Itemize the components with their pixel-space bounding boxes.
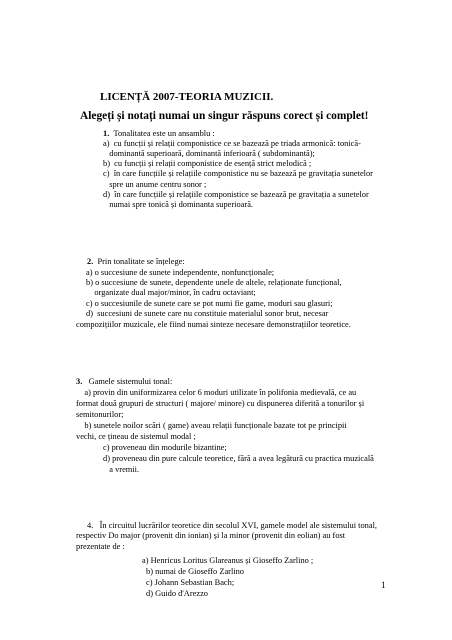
option-line: b) sunetele noilor scări ( game) aveau relații funcționale bazate tot pe principii bbox=[76, 421, 347, 430]
question-4-stem bbox=[87, 521, 377, 531]
option-line: format două grupuri de structuri ( majore/ minore) cu dispunerea diferită a tonurilor și bbox=[76, 399, 365, 408]
question-text-line: respectiv Do major (provenit din ionian) și la minor (provenit din eolian) au fost bbox=[76, 531, 346, 540]
page-title: LICENȚĂ 2007-TEORIA MUZICII. bbox=[100, 91, 274, 103]
option-line: spre un anume centru sonor ; bbox=[103, 180, 207, 189]
question-1-stem bbox=[103, 129, 215, 139]
question-2-stem bbox=[87, 257, 185, 267]
question-text: Prin tonalitate se înțelege: bbox=[97, 257, 185, 266]
question-3-stem bbox=[76, 377, 172, 387]
option-line: c) în care funcțiile și relațiile componistice nu se bazează pe gravitația sunetelor bbox=[103, 169, 373, 178]
option-line: vechi, ce țineau de sistemul modal ; bbox=[76, 432, 196, 441]
question-number: 4. bbox=[87, 521, 94, 530]
question-text-line: prezentate de : bbox=[76, 542, 125, 551]
option-line: d) în care funcțiile și relațiile componistice se bazează pe gravitația a sunetelor bbox=[103, 190, 369, 199]
question-number: 1. bbox=[103, 129, 110, 138]
option-line: d) succesiuni de sunete care nu constituie materialul sonor brut, necesar bbox=[86, 309, 329, 318]
option-line: c) proveneau din modurile bizantine; bbox=[103, 443, 227, 452]
option-line: organizate dual major/minor, în cadru octaviant; bbox=[86, 288, 256, 297]
option-line: compozițiilor muzicale, ele fiind numai sinteze necesare demonstrațiilor teoretice. bbox=[76, 320, 351, 329]
question-number: 3. bbox=[76, 377, 83, 386]
option-line: a) o succesiune de sunete independente, nonfuncționale; bbox=[86, 268, 275, 277]
option-line: a) cu funcții și relații componistice ce se bazează pe triada armonică: tonică- bbox=[103, 139, 361, 148]
option-line: b) numai de Gioseffo Zarlino bbox=[146, 567, 244, 576]
option-line: a) provin din uniformizarea celor 6 moduri utilizate în polifonia medievală, ce au bbox=[76, 388, 357, 397]
option-line: semitonurilor; bbox=[76, 410, 124, 419]
option-line: a vremii. bbox=[103, 465, 140, 474]
option-line: d) Guido d'Arezzo bbox=[146, 589, 208, 598]
question-text: Gamele sistemului tonal: bbox=[88, 377, 173, 386]
option-line: b) cu funcții și relații componistice de esență strict melodică ; bbox=[103, 159, 312, 168]
option-line: c) Johann Sebastian Bach; bbox=[146, 578, 235, 587]
question-text: Tonalitatea este un ansamblu : bbox=[113, 129, 215, 138]
option-line: a) Henricus Loritus Glareanus și Gioseffo Zarlino ; bbox=[142, 556, 314, 565]
page-number: 1 bbox=[381, 580, 386, 590]
question-text: În circuitul lucrărilor teoretice din secolul XVI, gamele model ale sistemului tonal, bbox=[99, 521, 378, 530]
instruction-heading: Alegeți și notați numai un singur răspuns corect și complet! bbox=[80, 110, 369, 122]
option-line: dominantă superioară, dominantă inferioară ( subdominantă); bbox=[103, 149, 315, 158]
option-line: numai spre tonică și dominanta superioară. bbox=[103, 200, 254, 209]
question-number: 2. bbox=[87, 257, 94, 266]
option-line: d) proveneau din pure calcule teoretice, fără a avea legătură cu practica muzicală bbox=[103, 454, 374, 463]
option-line: c) o succesiunile de sunete care se pot numi fie game, moduri sau glasuri; bbox=[86, 299, 333, 308]
option-line: b) o succesiune de sunete, dependente unele de altele, relaționate funcțional, bbox=[86, 278, 342, 287]
